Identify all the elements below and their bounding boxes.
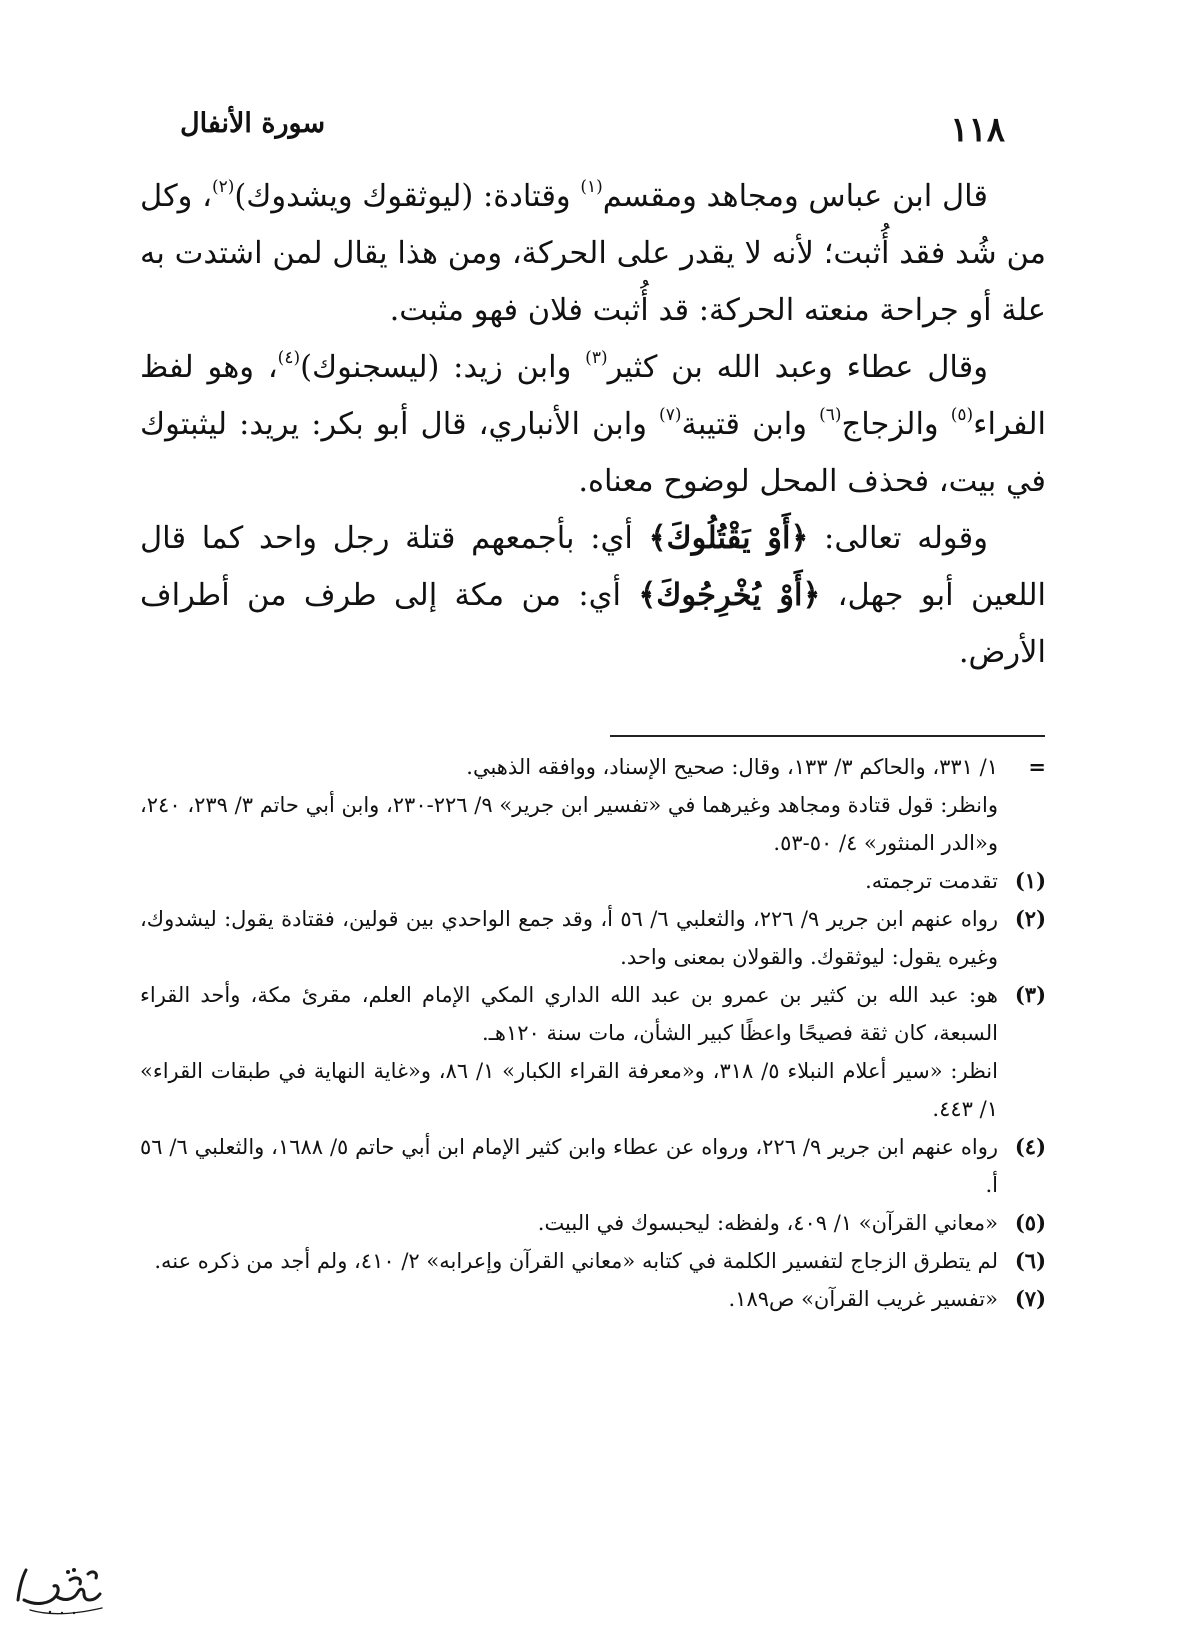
footnote-text: «تفسير غريب القرآن» ص١٨٩.: [728, 1287, 998, 1311]
footnote-marker: (١): [1014, 868, 1046, 893]
footnote-marker: (٤): [1014, 1134, 1046, 1159]
footnote-text: هو: عبد الله بن كثير بن عمرو بن عبد الله الداري المكي الإمام العلم، مقرئ مكة، وأحد القراء السبعة، كان ثقة فصيحًا واعظًا كبير الشأن، مات سنة ١٢٠هـ.: [140, 983, 998, 1045]
text-run: أي: بأجمعهم قتلة رجل واحد كما قال اللعين أبو جهل،: [140, 521, 1046, 613]
text-run: وابن زيد: (ليسجنوك): [300, 350, 586, 385]
footnote-text: لم يتطرق الزجاج لتفسير الكلمة في كتابه «معاني القرآن وإعرابه» ٢/ ٤١٠، ولم أجد من ذكره عنه.: [154, 1249, 998, 1273]
text-run: والزجاج: [841, 407, 951, 442]
footnote-continuation: [140, 748, 1046, 862]
footnote-text-extra: انظر: «سير أعلام النبلاء ٥/ ٣١٨، و«معرفة القراء الكبار» ١/ ٨٦، و«غاية النهاية في طبقات القراء» ١/ ٤٤٣.: [140, 1059, 998, 1121]
paragraph-3: [140, 510, 1046, 681]
footnote-marker: (٥): [1014, 1210, 1046, 1235]
footnote-divider: [610, 735, 1045, 737]
footnote-marker: (٣): [1014, 982, 1046, 1007]
footnote-ref-5[interactable]: (٥): [950, 405, 974, 425]
continuation-marker: =: [1028, 754, 1046, 779]
paragraph-1: [140, 168, 1046, 339]
footnote-marker: (٢): [1014, 906, 1046, 931]
footnote-text: «معاني القرآن» ١/ ٤٠٩، ولفظه: ليحبسوك في البيت.: [537, 1211, 998, 1235]
paragraph-2: [140, 339, 1046, 510]
quran-verse: ﴿أَوْ يَقْتُلُوكَ﴾: [648, 520, 809, 556]
text-run: ، وهو لفظ الفراء: [140, 350, 1047, 442]
footnote-7: [140, 1280, 1046, 1318]
footnote-ref-3[interactable]: (٣): [585, 348, 608, 368]
footnote-6: [140, 1242, 1046, 1280]
quran-verse: ﴿أَوْ يُخْرِجُوكَ﴾: [638, 577, 821, 613]
surah-title: سورة الأنفال: [180, 108, 326, 139]
footnote-5: [140, 1204, 1046, 1242]
page-number: ١١٨: [950, 110, 1005, 150]
footnote-marker: (٦): [1014, 1248, 1046, 1273]
text-run: وابن الأنباري، قال أبو بكر: يريد: ليثبتوك في بيت، فحذف المحل لوضوح معناه.: [140, 407, 1046, 499]
footnote-line: وانظر: قول قتادة ومجاهد وغيرهما في «تفسير ابن جرير» ٩/ ٢٢٦-٢٣٠، وابن أبي حاتم ٣/ ٢٣٩، ٢٤٠، و«الدر المنثور» ٤/ ٥٠-٥٣.: [140, 793, 998, 855]
footnotes-section: [140, 748, 1046, 1318]
footnote-ref-1[interactable]: (١): [580, 177, 603, 197]
page-header: [140, 108, 1045, 158]
footnote-ref-6[interactable]: (٦): [819, 405, 842, 425]
footnote-marker: (٧): [1014, 1286, 1046, 1311]
footnote-ref-2[interactable]: (٢): [211, 177, 235, 197]
text-run: أي: من مكة إلى طرف من أطراف الأرض.: [140, 578, 1046, 670]
text-run: وقال عطاء وعبد الله بن كثير: [607, 350, 988, 385]
text-run: ، وكل من شُد فقد أُثبت؛ لأنه لا يقدر على الحركة، ومن هذا يقال لمن اشتدت به علة أو جراحة منعته الحركة: قد أُثبت فلان فهو مثبت.: [140, 179, 1046, 328]
footnote-2: [140, 900, 1046, 976]
footnote-text: رواه عنهم ابن جرير ٩/ ٢٢٦، والثعلبي ٦/ ٥٦ أ، وقد جمع الواحدي بين قولين، فقتادة يقول: ليشدوك، وغيره يقول: ليوثقوك. والقولان بمعنى واحد.: [140, 907, 998, 969]
publisher-logo: [10, 1560, 110, 1622]
text-run: وقوله تعالى:: [808, 521, 988, 556]
footnote-ref-4[interactable]: (٤): [277, 348, 301, 368]
footnote-ref-7[interactable]: (٧): [659, 405, 682, 425]
footnote-text: تقدمت ترجمته.: [865, 869, 998, 893]
main-text: [140, 168, 1046, 681]
footnote-4: [140, 1128, 1046, 1204]
text-run: وقتادة: (ليوثقوك ويشدوك): [234, 179, 581, 214]
footnote-text: رواه عنهم ابن جرير ٩/ ٢٢٦، ورواه عن عطاء وابن كثير الإمام ابن أبي حاتم ٥/ ١٦٨٨، والثعلبي ٦/ ٥٦ أ.: [140, 1135, 998, 1197]
text-run: وابن قتيبة: [681, 407, 820, 442]
footnote-3: [140, 976, 1046, 1128]
text-run: قال ابن عباس ومجاهد ومقسم: [602, 179, 989, 214]
footnote-line: ١/ ٣٣١، والحاكم ٣/ ١٣٣، وقال: صحيح الإسناد، ووافقه الذهبي.: [466, 755, 998, 779]
footnote-1: [140, 862, 1046, 900]
